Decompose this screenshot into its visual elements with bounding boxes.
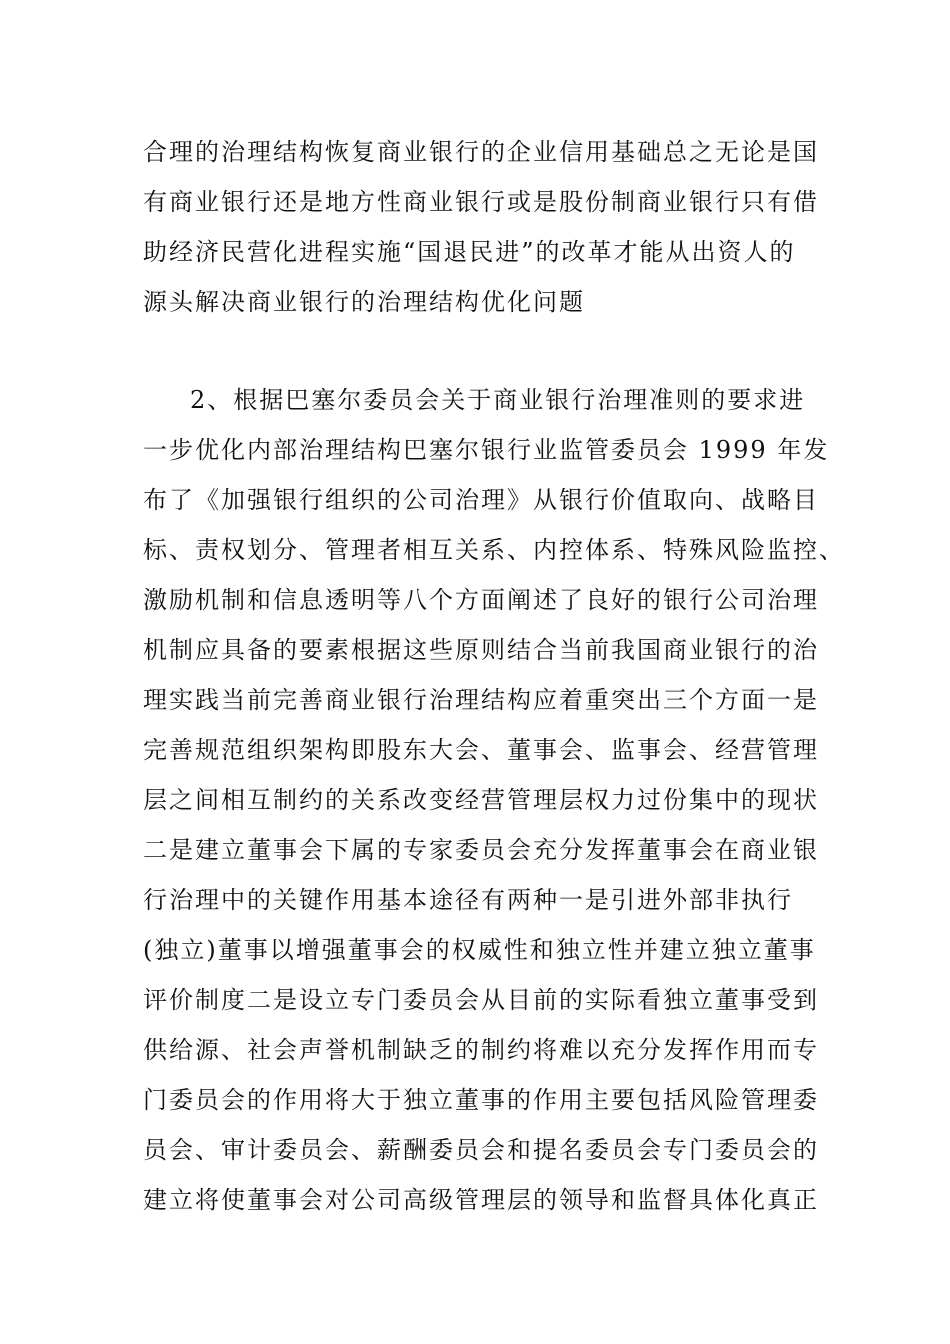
- paragraph-2-line-5: 激励机制和信息透明等八个方面阐述了良好的银行公司治理: [143, 586, 819, 614]
- paragraph-2-line-3: 布了《加强银行组织的公司治理》从银行价值取向、战略目: [143, 486, 819, 514]
- paragraph-2-line-2: 一步优化内部治理结构巴塞尔银行业监管委员会 1999 年发: [143, 436, 830, 464]
- paragraph-1-line-1: 合理的治理结构恢复商业银行的企业信用基础总之无论是国: [143, 138, 819, 166]
- paragraph-1-line-4: 源头解决商业银行的治理结构优化问题: [143, 288, 585, 316]
- paragraph-2-line-15: 门委员会的作用将大于独立董事的作用主要包括风险管理委: [143, 1086, 819, 1114]
- paragraph-2-line-1: 2、根据巴塞尔委员会关于商业银行治理准则的要求进: [190, 386, 806, 414]
- paragraph-2-line-6: 机制应具备的要素根据这些原则结合当前我国商业银行的治: [143, 636, 819, 664]
- paragraph-2-line-9: 层之间相互制约的关系改变经营管理层权力过份集中的现状: [143, 786, 819, 814]
- paragraph-2-line-17: 建立将使董事会对公司高级管理层的领导和监督具体化真正: [143, 1186, 819, 1214]
- paragraph-1-line-2: 有商业银行还是地方性商业银行或是股份制商业银行只有借: [143, 188, 819, 216]
- paragraph-2-line-4: 标、责权划分、管理者相互关系、内控体系、特殊风险监控、: [143, 536, 845, 564]
- paragraph-2-line-12: (独立)董事以增强董事会的权威性和独立性并建立独立董事: [143, 936, 816, 964]
- paragraph-2-line-11: 行治理中的关键作用基本途径有两种一是引进外部非执行: [143, 886, 793, 914]
- paragraph-2-line-10: 二是建立董事会下属的专家委员会充分发挥董事会在商业银: [143, 836, 819, 864]
- paragraph-2-line-13: 评价制度二是设立专门委员会从目前的实际看独立董事受到: [143, 986, 819, 1014]
- paragraph-2-line-16: 员会、审计委员会、薪酬委员会和提名委员会专门委员会的: [143, 1136, 819, 1164]
- paragraph-2-line-14: 供给源、社会声誉机制缺乏的制约将难以充分发挥作用而专: [143, 1036, 819, 1064]
- paragraph-2-line-8: 完善规范组织架构即股东大会、董事会、监事会、经营管理: [143, 736, 819, 764]
- paragraph-2-line-7: 理实践当前完善商业银行治理结构应着重突出三个方面一是: [143, 686, 819, 714]
- paragraph-1-line-3: 助经济民营化进程实施“国退民进”的改革才能从出资人的: [143, 238, 796, 266]
